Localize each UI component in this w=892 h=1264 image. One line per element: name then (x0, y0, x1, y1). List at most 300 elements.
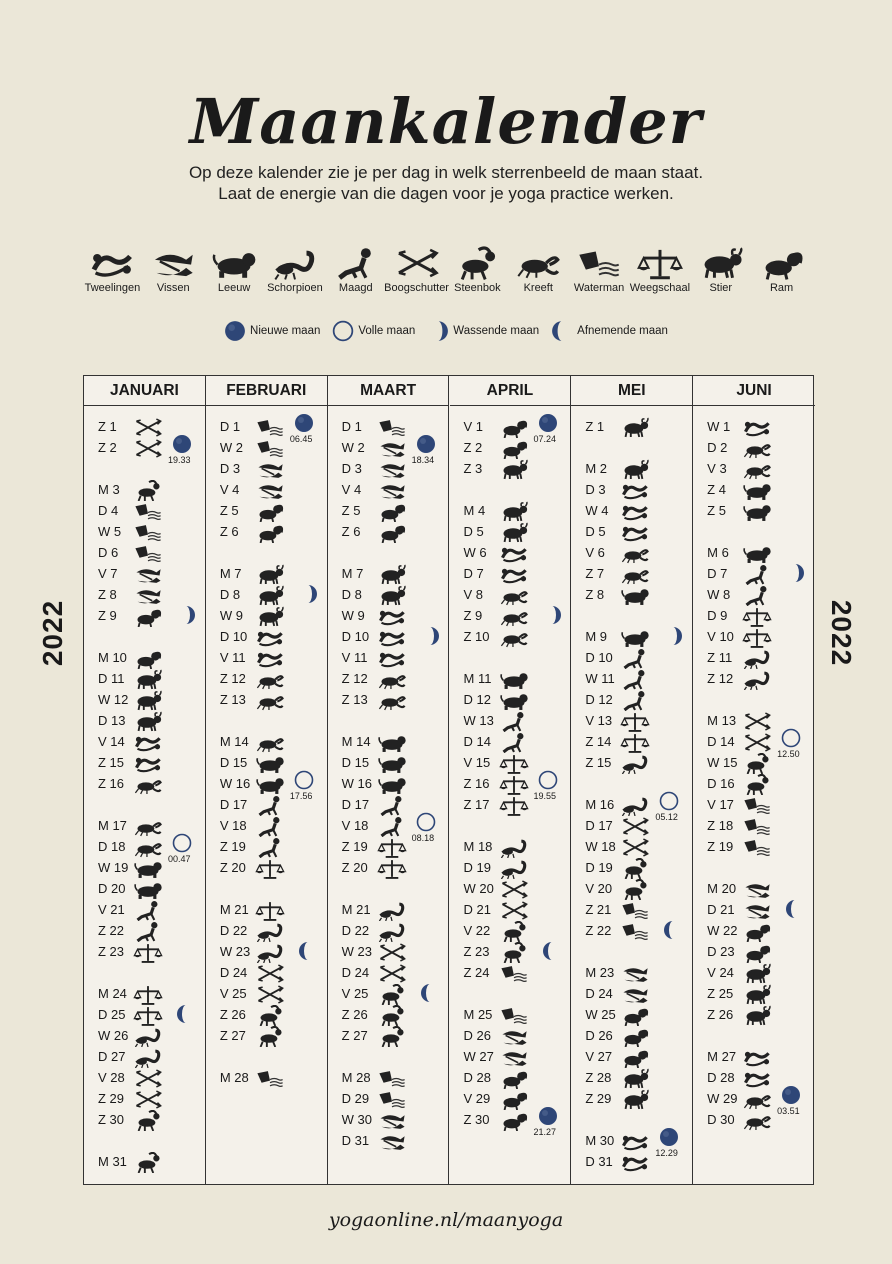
sign-label: Boogschutter (384, 282, 449, 294)
taurus-icon (619, 1068, 651, 1089)
day-label: V 11 (219, 650, 246, 665)
wax-moon-icon (785, 563, 805, 583)
scorpio-icon (498, 858, 530, 879)
sign-label: Waterman (573, 282, 625, 294)
day-row (342, 1025, 376, 1046)
sagittarius-icon (741, 732, 773, 753)
new-moon-icon (224, 320, 246, 342)
day-label: W 2 (341, 440, 365, 455)
day-row (707, 920, 741, 941)
gemini-icon (619, 480, 651, 501)
day-label: Z 19 (707, 839, 734, 854)
day-label: D 10 (219, 629, 248, 644)
day-label: Z 20 (341, 860, 368, 875)
day-label: Z 26 (219, 1007, 246, 1022)
day-row (464, 731, 498, 752)
sign-label: Kreeft (523, 282, 553, 294)
day-row (342, 1067, 376, 1088)
pisces-icon (498, 1026, 530, 1047)
day-row (585, 1130, 619, 1151)
pisces-icon (376, 459, 408, 480)
moon-time: 08.18 (411, 833, 435, 843)
day-row (707, 500, 741, 521)
aries-icon (498, 417, 530, 438)
day-label: M 18 (463, 839, 493, 854)
day-row (220, 479, 254, 500)
leo-icon (741, 543, 773, 564)
day-label: W 6 (463, 545, 487, 560)
aquarius-icon (132, 522, 164, 543)
day-row (464, 941, 498, 962)
day-label: Z 4 (707, 482, 726, 497)
libra-icon (498, 774, 530, 795)
day-row (464, 689, 498, 710)
leo-icon (132, 858, 164, 879)
day-label: D 8 (341, 587, 362, 602)
day-label: D 20 (98, 881, 126, 896)
day-row (585, 962, 619, 983)
sign-ram (743, 246, 821, 294)
day-label: M 25 (463, 1007, 493, 1022)
day-label: Z 30 (98, 1112, 125, 1127)
day-label: M 27 (707, 1049, 737, 1064)
day-label: W 26 (98, 1028, 129, 1043)
day-row (464, 458, 498, 479)
day-label: W 9 (219, 608, 243, 623)
day-label: V 29 (463, 1091, 491, 1106)
sign-label: Schorpioen (267, 282, 323, 294)
capricorn-icon (376, 984, 408, 1005)
day-label: V 21 (98, 902, 125, 917)
day-label: Z 17 (463, 797, 490, 812)
page-title: Maankalender (189, 85, 703, 158)
day-row (464, 1004, 498, 1025)
day-label: Z 12 (341, 671, 368, 686)
day-row (585, 731, 619, 752)
day-label: D 24 (219, 965, 248, 980)
gemini-icon (741, 417, 773, 438)
day-row (98, 521, 132, 542)
virgo-icon (376, 795, 408, 816)
new-moon-icon (538, 413, 558, 433)
day-label: M 28 (219, 1070, 249, 1085)
day-row (342, 962, 376, 983)
day-label: W 13 (463, 713, 494, 728)
day-label: V 10 (707, 629, 734, 644)
day-row (464, 773, 498, 794)
day-row (342, 815, 376, 836)
pisces-icon (741, 900, 773, 921)
day-row (585, 878, 619, 899)
moon-time: 19.33 (168, 455, 191, 465)
leo-icon (211, 246, 257, 280)
moon-time: 06.45 (289, 434, 313, 444)
scorpio-icon (619, 795, 651, 816)
new-moon-icon (781, 1085, 801, 1105)
leo-icon (376, 753, 408, 774)
day-row (585, 689, 619, 710)
aries-icon (498, 1068, 530, 1089)
cancer-icon (132, 816, 164, 837)
taurus-icon (619, 417, 651, 438)
taurus-icon (132, 690, 164, 711)
footer-url[interactable]: yogaonline.nl/maanyoga (328, 1209, 564, 1231)
day-label: D 22 (219, 923, 248, 938)
day-row (342, 563, 376, 584)
day-row (220, 521, 254, 542)
sagittarius-icon (254, 963, 286, 984)
wane-moon-icon (551, 320, 573, 342)
day-row (220, 626, 254, 647)
cancer-icon (741, 459, 773, 480)
day-label: M 10 (98, 650, 127, 665)
day-row (342, 458, 376, 479)
sign-label: Ram (769, 282, 794, 294)
day-label: W 15 (707, 755, 738, 770)
day-label: D 25 (98, 1007, 126, 1022)
day-label: V 24 (707, 965, 734, 980)
leo-icon (619, 585, 651, 606)
day-row (585, 794, 619, 815)
sign-label: Tweelingen (84, 282, 141, 294)
aries-icon (132, 648, 164, 669)
cancer-icon (254, 669, 286, 690)
day-row (707, 773, 741, 794)
day-label: M 6 (707, 545, 729, 560)
sign-label: Weegschaal (629, 282, 691, 294)
scorpio-icon (132, 1026, 164, 1047)
day-label: W 16 (341, 776, 372, 791)
day-row (220, 605, 254, 626)
day-label: Z 10 (463, 629, 490, 644)
scorpio-icon (741, 669, 773, 690)
gemini-icon (254, 648, 286, 669)
day-row (342, 584, 376, 605)
day-label: Z 6 (341, 524, 361, 539)
cancer-icon (254, 732, 286, 753)
month-header: FEBRUARI (206, 376, 327, 406)
pisces-icon (619, 963, 651, 984)
day-row (220, 983, 254, 1004)
legend-label: Volle maan (358, 325, 416, 338)
day-label: Z 1 (585, 419, 605, 434)
day-row (220, 962, 254, 983)
aquarius-icon (254, 1068, 286, 1089)
day-row (342, 689, 376, 710)
wax-moon-icon (427, 320, 449, 342)
day-label: Z 29 (585, 1091, 612, 1106)
virgo-icon (498, 711, 530, 732)
day-label: M 3 (98, 482, 120, 497)
legend-wax-moon (427, 320, 539, 342)
day-row (707, 458, 741, 479)
day-label: Z 15 (585, 755, 612, 770)
day-row (98, 710, 132, 731)
day-row (707, 668, 741, 689)
day-label: Z 9 (463, 608, 483, 623)
day-row (585, 1067, 619, 1088)
day-label: Z 19 (219, 839, 246, 854)
pisces-icon (254, 459, 286, 480)
day-label: Z 12 (219, 671, 246, 686)
day-row (464, 1088, 498, 1109)
new-moon-icon (294, 413, 314, 433)
day-label: M 16 (585, 797, 615, 812)
virgo-icon (254, 837, 286, 858)
aries-icon (254, 522, 286, 543)
aries-icon (498, 1110, 530, 1131)
cancer-icon (515, 246, 561, 280)
day-row (707, 1046, 741, 1067)
day-label: M 21 (219, 902, 249, 917)
day-label: V 18 (219, 818, 247, 833)
capricorn-icon (498, 942, 530, 963)
new-moon-icon (659, 1127, 679, 1147)
day-row (585, 1088, 619, 1109)
day-row (585, 626, 619, 647)
sign-label: Vissen (156, 282, 190, 294)
day-label: D 31 (341, 1133, 370, 1148)
day-label: M 23 (585, 965, 615, 980)
day-row (220, 857, 254, 878)
day-label: V 22 (463, 923, 491, 938)
aquarius-icon (254, 438, 286, 459)
day-label: V 25 (341, 986, 369, 1001)
day-label: D 18 (98, 839, 126, 854)
day-row (220, 773, 254, 794)
day-label: M 20 (707, 881, 737, 896)
scorpio-icon (132, 1047, 164, 1068)
aquarius-icon (132, 543, 164, 564)
day-label: Z 7 (585, 566, 605, 581)
day-label: Z 16 (463, 776, 490, 791)
day-label: Z 5 (707, 503, 726, 518)
sagittarius-icon (619, 837, 651, 858)
aries-icon (759, 246, 805, 280)
moon-phase-legend (0, 320, 892, 342)
day-row (707, 626, 741, 647)
virgo-icon (498, 732, 530, 753)
day-row (585, 920, 619, 941)
leo-icon (132, 879, 164, 900)
wane-moon-icon (785, 899, 805, 919)
legend-wane-moon (551, 320, 668, 342)
capricorn-icon (619, 879, 651, 900)
day-label: W 23 (219, 944, 251, 959)
capricorn-icon (376, 1026, 408, 1047)
taurus-icon (376, 585, 408, 606)
day-label: V 20 (585, 881, 613, 896)
day-label: D 7 (463, 566, 484, 581)
day-row (707, 710, 741, 731)
leo-icon (741, 480, 773, 501)
day-label: D 3 (341, 461, 362, 476)
pisces-icon (132, 585, 164, 606)
day-row (342, 668, 376, 689)
day-label: W 27 (463, 1049, 494, 1064)
day-label: D 14 (707, 734, 735, 749)
day-label: D 24 (341, 965, 370, 980)
cancer-icon (254, 690, 286, 711)
day-row (220, 500, 254, 521)
libra-icon (376, 837, 408, 858)
moon-time: 12.29 (655, 1148, 678, 1158)
day-label: W 9 (341, 608, 365, 623)
day-label: D 15 (219, 755, 248, 770)
sagittarius-icon (376, 963, 408, 984)
gemini-icon (376, 648, 408, 669)
day-row (464, 500, 498, 521)
taurus-icon (254, 606, 286, 627)
day-row (464, 920, 498, 941)
virgo-icon (132, 900, 164, 921)
day-label: Z 26 (341, 1007, 368, 1022)
day-label: W 20 (463, 881, 494, 896)
day-label: Z 5 (341, 503, 361, 518)
aries-icon (376, 501, 408, 522)
day-row (220, 752, 254, 773)
taurus-icon (132, 711, 164, 732)
zodiac-legend (82, 246, 812, 306)
day-label: Z 16 (98, 776, 125, 791)
libra-icon (741, 606, 773, 627)
leo-icon (498, 669, 530, 690)
virgo-icon (254, 795, 286, 816)
libra-icon (254, 900, 286, 921)
day-row (342, 1109, 376, 1130)
day-row (98, 416, 132, 437)
sagittarius-icon (498, 900, 530, 921)
day-label: Z 11 (707, 650, 733, 665)
libra-icon (132, 942, 164, 963)
month-header: MEI (571, 376, 692, 406)
day-row (585, 899, 619, 920)
day-row (220, 941, 254, 962)
day-label: D 22 (341, 923, 370, 938)
day-label: M 2 (585, 461, 607, 476)
pisces-icon (498, 1047, 530, 1068)
leo-icon (619, 627, 651, 648)
day-label: Z 5 (219, 503, 239, 518)
day-row (98, 941, 132, 962)
day-row (342, 416, 376, 437)
virgo-icon (741, 585, 773, 606)
sagittarius-icon (254, 984, 286, 1005)
day-row (707, 731, 741, 752)
day-label: V 15 (463, 755, 491, 770)
day-row (342, 605, 376, 626)
day-label: D 17 (585, 818, 613, 833)
day-row (98, 899, 132, 920)
day-row (464, 752, 498, 773)
day-label: M 7 (341, 566, 364, 581)
moon-time: 03.51 (777, 1106, 800, 1116)
moon-time: 17.56 (289, 791, 313, 801)
libra-icon (498, 795, 530, 816)
full-moon-icon (416, 812, 436, 832)
aries-icon (376, 522, 408, 543)
day-label: Z 8 (98, 587, 117, 602)
aquarius-icon (498, 963, 530, 984)
day-row (220, 899, 254, 920)
moon-calendar-table (83, 375, 814, 1185)
day-label: D 19 (585, 860, 613, 875)
day-label: M 14 (219, 734, 249, 749)
day-label: D 11 (98, 671, 125, 686)
day-row (707, 563, 741, 584)
moon-time: 00.47 (168, 854, 191, 864)
day-label: D 31 (585, 1154, 613, 1169)
day-row (342, 626, 376, 647)
day-label: V 25 (219, 986, 247, 1001)
day-row (342, 500, 376, 521)
pisces-icon (376, 438, 408, 459)
moon-time: 05.12 (655, 812, 678, 822)
wane-moon-icon (298, 941, 318, 961)
day-row (342, 836, 376, 857)
year-label-left: 2022 (37, 599, 69, 667)
day-label: W 22 (707, 923, 738, 938)
libra-icon (619, 711, 651, 732)
day-label: V 4 (341, 482, 362, 497)
day-row (585, 647, 619, 668)
day-label: D 19 (463, 860, 491, 875)
subtitle-line-1: Op deze kalender zie je per dag in welk sterrenbeeld de maan staat. (188, 163, 704, 182)
cancer-icon (619, 564, 651, 585)
day-label: W 16 (219, 776, 251, 791)
day-label: M 31 (98, 1154, 127, 1169)
wane-moon-icon (663, 920, 683, 940)
day-row (464, 626, 498, 647)
cancer-icon (498, 585, 530, 606)
day-row (220, 584, 254, 605)
gemini-icon (132, 753, 164, 774)
sign-label: Stier (709, 282, 733, 294)
cancer-icon (498, 627, 530, 648)
day-row (464, 437, 498, 458)
day-row (220, 815, 254, 836)
gemini-icon (741, 1068, 773, 1089)
gemini-icon (376, 627, 408, 648)
day-label: D 17 (219, 797, 248, 812)
day-row (707, 647, 741, 668)
full-moon-icon (781, 728, 801, 748)
scorpio-icon (498, 837, 530, 858)
taurus-icon (498, 501, 530, 522)
taurus-icon (376, 564, 408, 585)
day-label: V 4 (219, 482, 240, 497)
day-row (707, 479, 741, 500)
aquarius-icon (741, 795, 773, 816)
virgo-icon (132, 921, 164, 942)
taurus-icon (698, 246, 744, 280)
aries-icon (619, 1047, 651, 1068)
gemini-icon (254, 627, 286, 648)
day-row (585, 479, 619, 500)
aquarius-icon (619, 900, 651, 921)
libra-icon (132, 984, 164, 1005)
day-row (342, 647, 376, 668)
day-label: Z 2 (463, 440, 483, 455)
day-row (585, 1025, 619, 1046)
day-row (707, 983, 741, 1004)
day-label: V 3 (707, 461, 727, 476)
capricorn-icon (454, 246, 500, 280)
day-label: M 13 (707, 713, 737, 728)
capricorn-icon (132, 1152, 164, 1173)
sign-label: Steenbok (454, 282, 501, 294)
day-row (585, 1151, 619, 1172)
